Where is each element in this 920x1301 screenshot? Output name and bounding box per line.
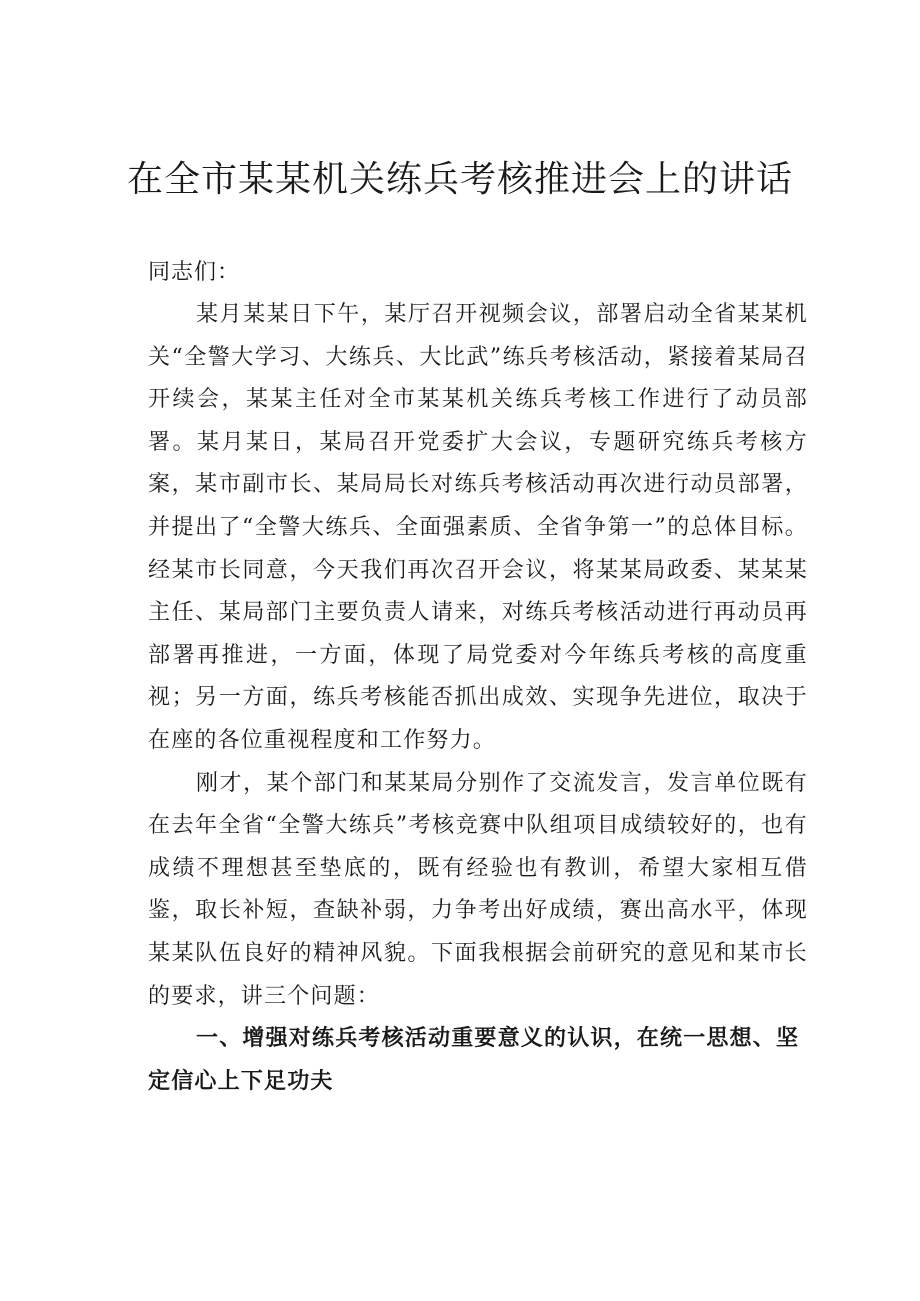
document-title: 在全市某某机关练兵考核推进会上的讲话 bbox=[126, 159, 793, 200]
section-heading-1: 一、增强对练兵考核活动重要意义的认识，在统一思想、坚定信心上下足功夫 bbox=[148, 1026, 800, 1094]
paragraph-2: 刚才，某个部门和某某局分别作了交流发言，发言单位既有在去年全省“全警大练兵”考核竞赛中队组项目成绩较好的，也有成绩不理想甚至垫底的，既有经验也有教训，希望大家相互借鉴，取长补短，查缺补弱，力争考出好成绩，赛出高水平，体现某某队伍良好的精神风貌。下面我根据会前研究的意见和某市长的要求，讲三个问题： bbox=[148, 770, 808, 1009]
salutation: 同志们： bbox=[148, 260, 241, 285]
document-body bbox=[148, 252, 808, 1103]
paragraph-1: 某月某某日下午，某厅召开视频会议，部署启动全省某某机关“全警大学习、大练兵、大比武”练兵考核活动，紧接着某局召开续会，某某主任对全市某某机关练兵考核工作进行了动员部署。某月某日，某局召开党委扩大会议，专题研究练兵考核方案，某市副市长、某局局长对练兵考核活动再次进行动员部署，并提出了“全警大练兵、全面强素质、全省争第一”的总体目标。经某市长同意，今天我们再次召开会议，将某某局政委、某某某主任、某局部门主要负责人请来，对练兵考核活动进行再动员再部署再推进，一方面，体现了局党委对今年练兵考核的高度重视；另一方面，练兵考核能否抓出成效、实现争先进位，取决于在座的各位重视程度和工作努力。 bbox=[148, 302, 808, 753]
